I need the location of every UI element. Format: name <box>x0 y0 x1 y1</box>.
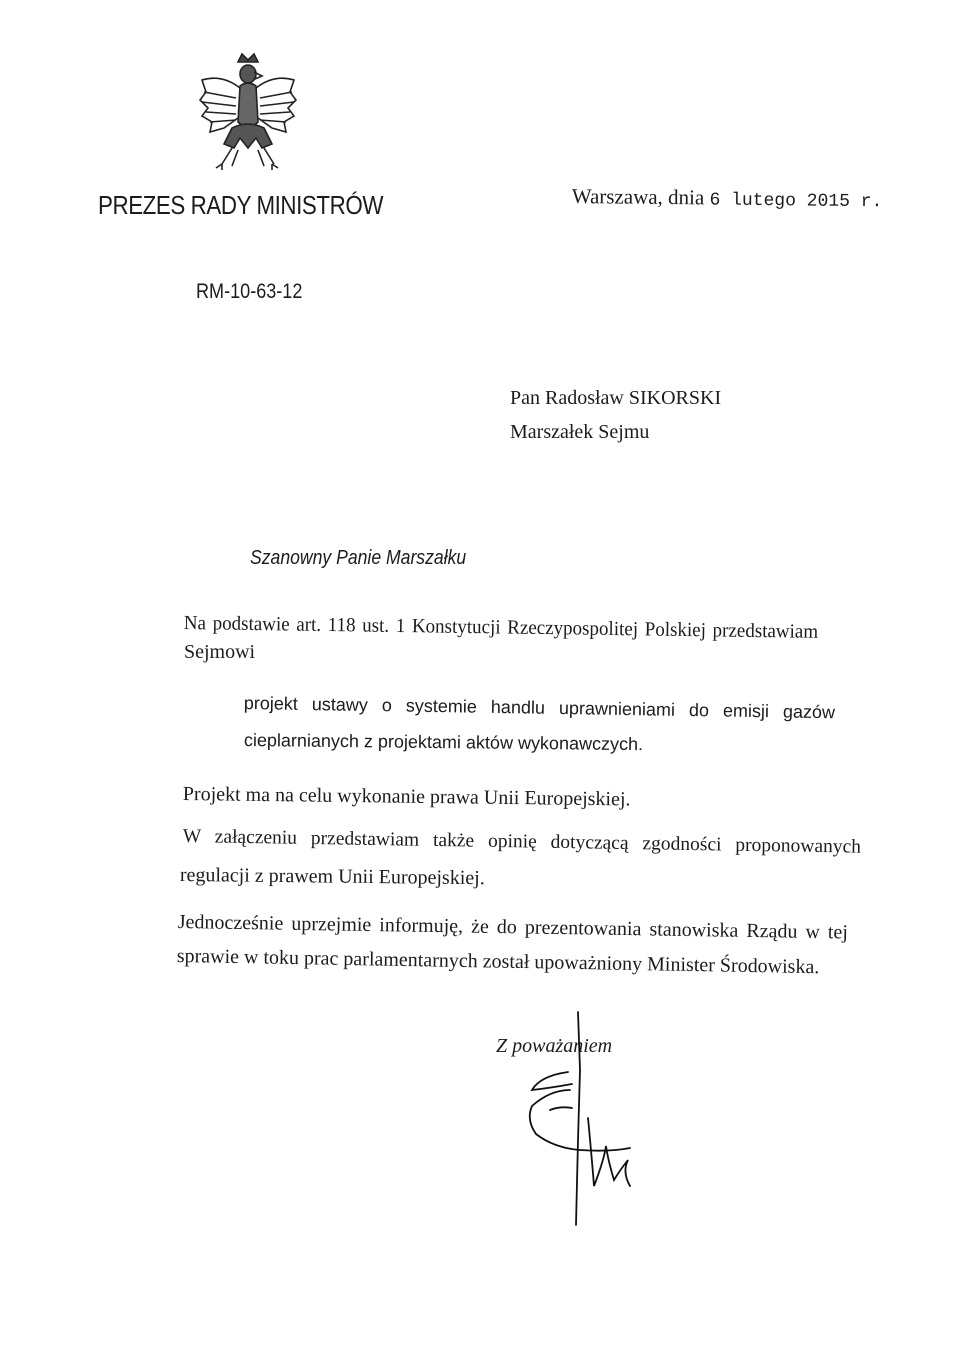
office-heading: PREZES RADY MINISTRÓW <box>98 190 383 220</box>
salutation: Szanowny Panie Marszałku <box>250 547 467 569</box>
addressee-name: Pan Radosław SIKORSKI <box>510 387 722 409</box>
place-and-date <box>572 184 883 212</box>
body-line: Projekt ma na celu wykonanie prawa Unii Europejskiej. <box>182 783 631 811</box>
body-line: Jednocześnie uprzejmie informuję, że do prezentowania stanowiska Rządu w tej <box>177 911 849 944</box>
addressee-title: Marszałek Sejmu <box>510 421 650 443</box>
handwritten-signature <box>510 1010 650 1230</box>
body-line: sprawie w toku prac parlamentarnych został upoważniony Minister Środowiska. <box>176 945 820 979</box>
letter-date: 6 lutego 2015 r. <box>709 190 883 213</box>
body-line: W załączeniu przedstawiam także opinię dotyczącą zgodności proponowanych <box>182 826 862 858</box>
body-line: Sejmowi <box>184 641 256 663</box>
body-line: regulacji z prawem Unii Europejskiej. <box>179 864 485 890</box>
body-line: cieplarnianych z projektami aktów wykonawczych. <box>243 730 644 755</box>
place-prefix: Warszawa, dnia <box>571 184 710 210</box>
polish-eagle-emblem <box>192 52 304 172</box>
reference-number: RM-10-63-12 <box>196 280 303 303</box>
body-line: Na podstawie art. 118 ust. 1 Konstytucji Rzeczypospolitej Polskiej przedstawiam <box>183 612 819 643</box>
body-line: projekt ustawy o systemie handlu uprawnieniami do emisji gazów <box>243 693 836 723</box>
closing-phrase: Z poważaniem <box>496 1035 613 1057</box>
